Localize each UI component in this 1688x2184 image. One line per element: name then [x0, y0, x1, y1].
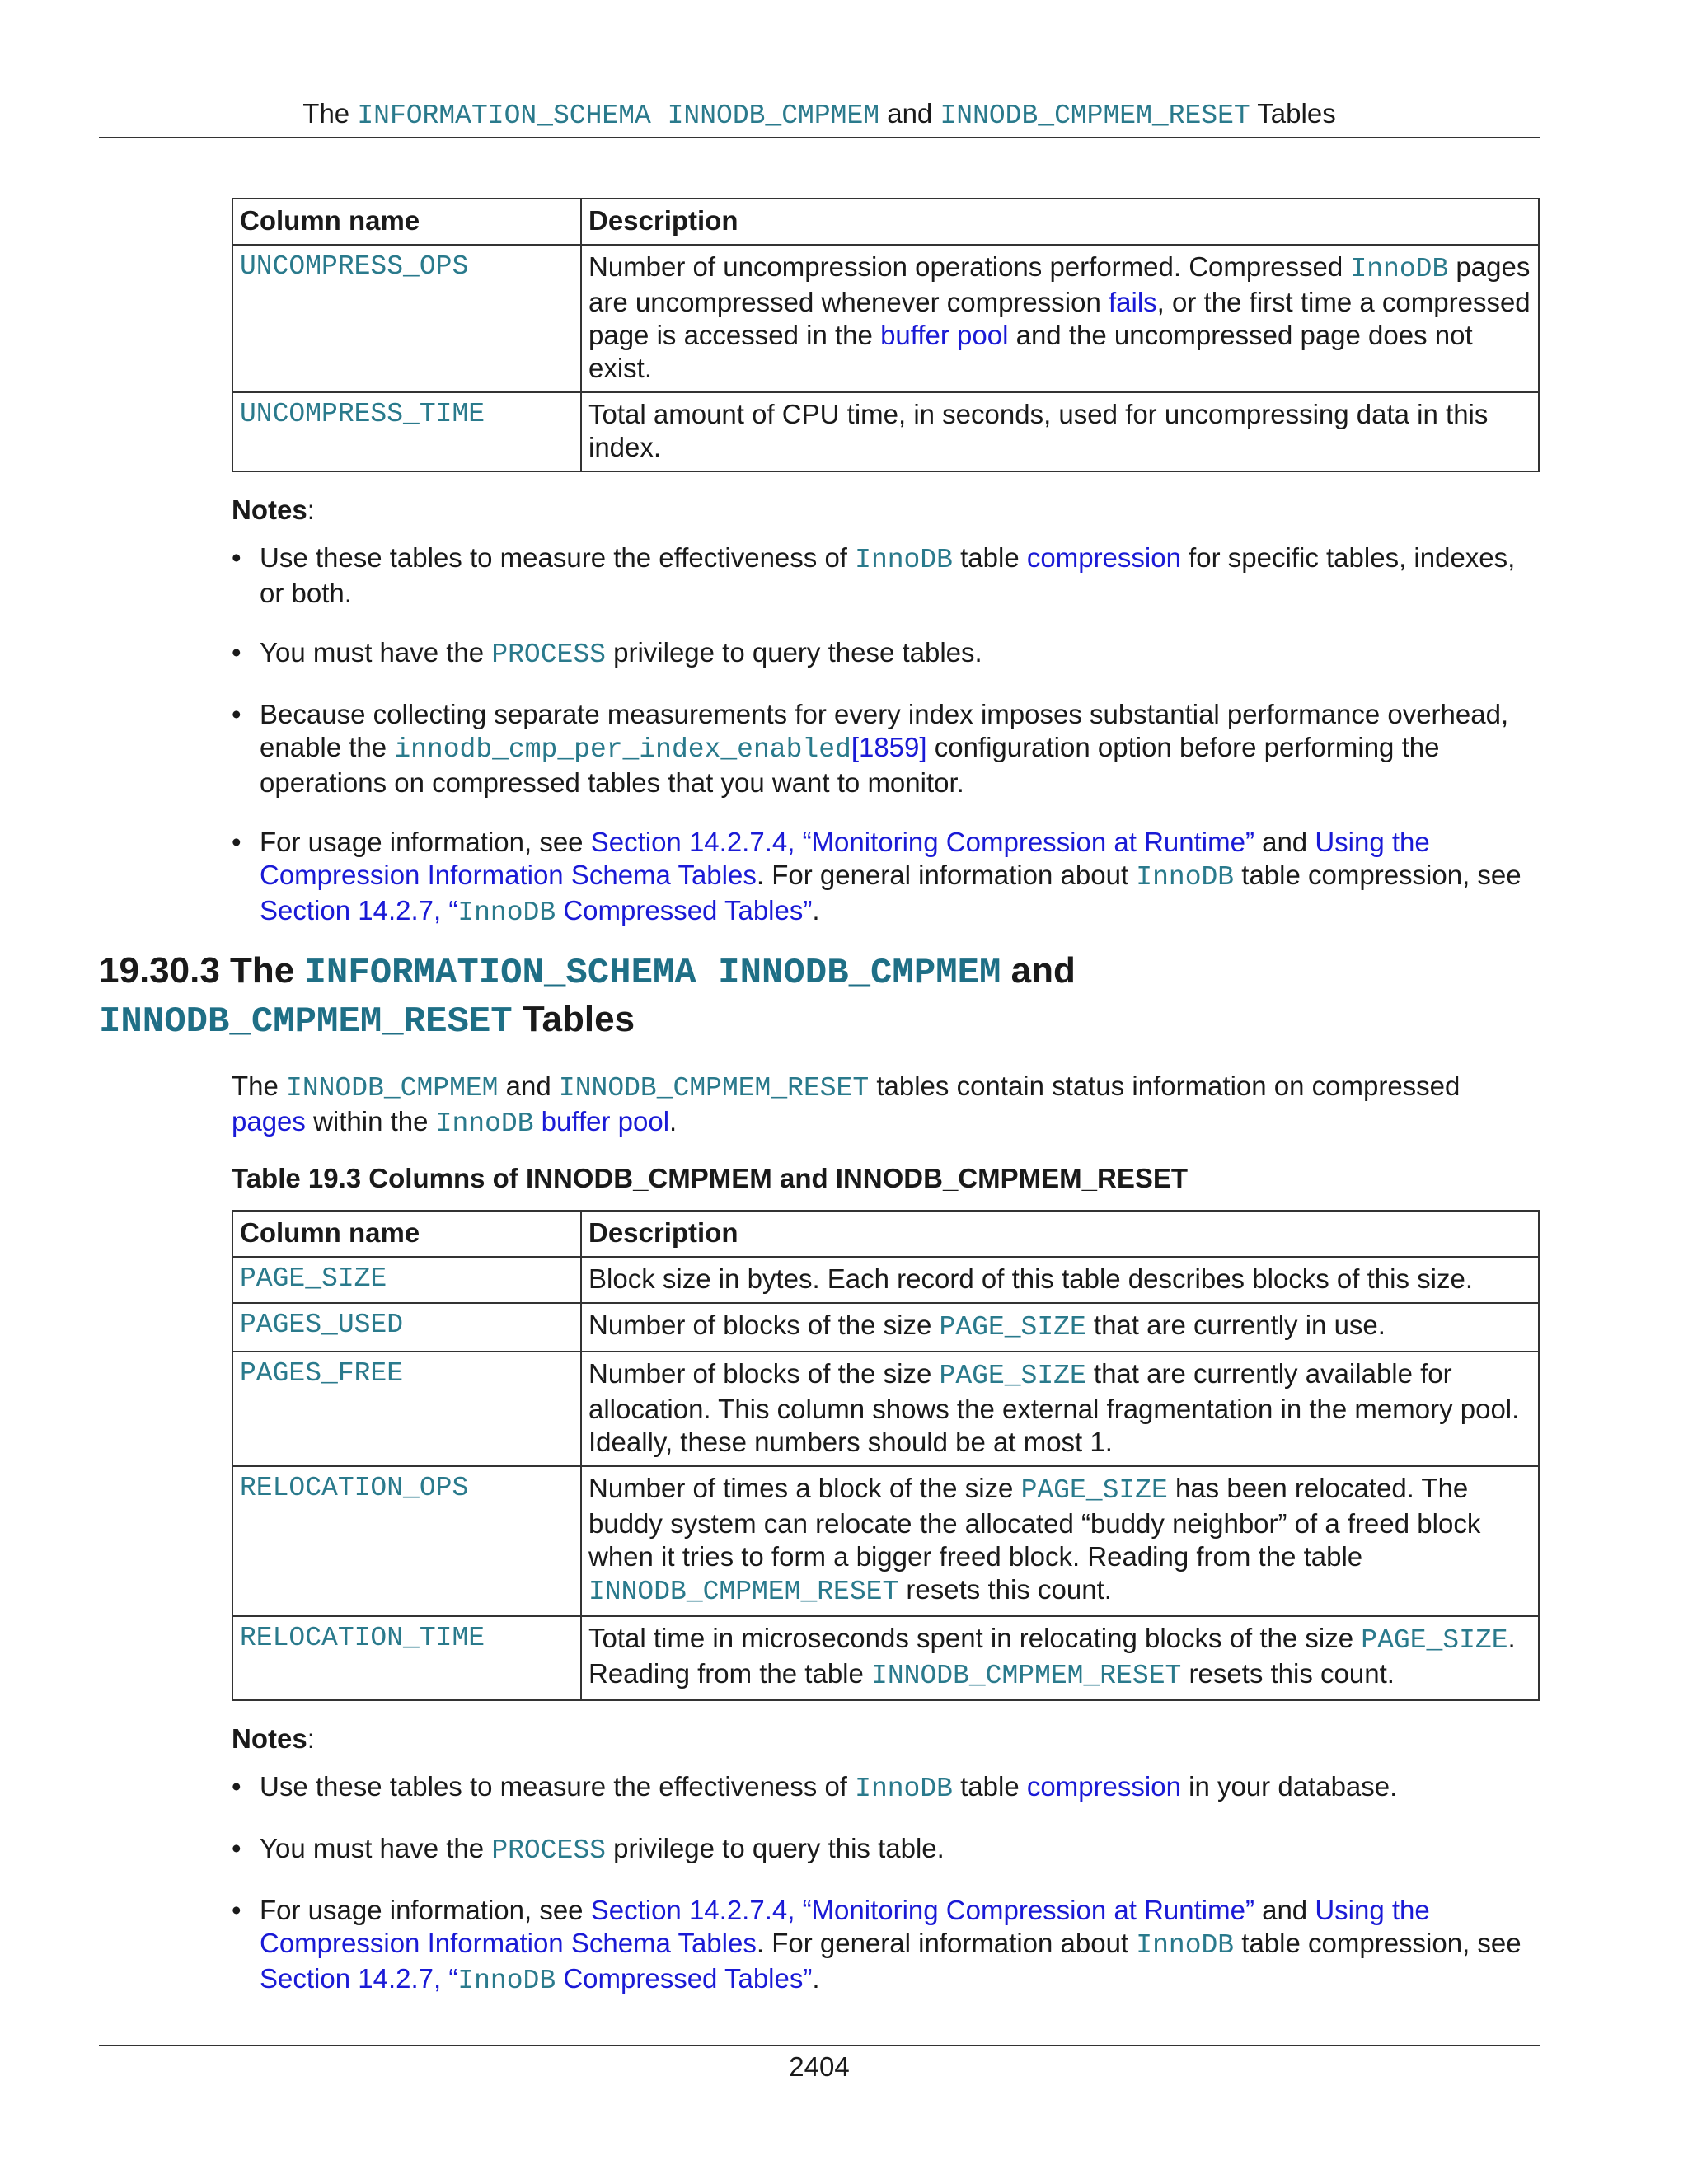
section-number: 19.30.3 The	[99, 950, 295, 991]
inline-code: PROCESS	[491, 1835, 606, 1866]
option-code-link[interactable]: innodb_cmp_per_index_enabled	[394, 734, 851, 765]
table-row	[232, 1616, 1539, 1700]
note-text: . For general information about	[756, 1928, 1137, 1958]
description-text: . Reading from the table	[588, 1623, 1516, 1689]
note-text: table compression, see	[1234, 1928, 1522, 1958]
monitoring-compression-link[interactable]: Section 14.2.7.4, “Monitoring Compression at Runtime”	[590, 827, 1254, 857]
notes-heading	[232, 494, 1540, 527]
description-text: that are currently in use.	[1085, 1310, 1386, 1340]
intro-text	[534, 1106, 542, 1137]
description-text: pages are uncompressed whenever compression	[588, 251, 1531, 317]
compression-schema-tables-link[interactable]: Using the Compression Information Schema Tables	[260, 827, 1430, 890]
running-header-code-2: INNODB_CMPMEM_RESET	[940, 101, 1250, 131]
link-text: Section 14.2.7, “	[260, 895, 458, 926]
column-header-description: Description	[581, 199, 1539, 245]
intro-text: The	[232, 1071, 287, 1101]
buffer-pool-link[interactable]: buffer pool	[880, 320, 1009, 350]
intro-text: .	[669, 1106, 678, 1137]
column-header-name: Column name	[232, 1211, 581, 1257]
page-number: 2404	[789, 2051, 850, 2082]
note-text: .	[812, 1963, 820, 1994]
note-text: privilege to query these tables.	[605, 637, 982, 668]
link-code: InnoDB	[457, 898, 556, 928]
section-suffix: Tables	[522, 999, 635, 1039]
note-text: in your database.	[1180, 1771, 1398, 1802]
inline-code: PAGE_SIZE	[1361, 1625, 1508, 1656]
note-text: table	[952, 542, 1027, 573]
section-mid: and	[1010, 950, 1076, 991]
column-name-cell: RELOCATION_OPS	[232, 1466, 581, 1616]
notes-colon: :	[307, 1723, 315, 1754]
note-text: and	[1254, 1895, 1315, 1925]
compressed-tables-link[interactable]	[260, 1963, 812, 1994]
list-item	[232, 1894, 1540, 1998]
inline-code: INNODB_CMPMEM	[286, 1073, 499, 1104]
table-row	[232, 1466, 1539, 1616]
section-heading	[99, 948, 1540, 1045]
table-row	[232, 1303, 1539, 1352]
description-text: Number of times a block of the size	[588, 1473, 1021, 1503]
note-text: For usage information, see	[260, 1895, 591, 1925]
note-text: You must have the	[260, 1833, 492, 1863]
columns-table	[232, 1210, 1540, 1701]
note-text: Use these tables to measure the effectiveness of	[260, 542, 856, 573]
column-name-cell: UNCOMPRESS_TIME	[232, 392, 581, 471]
running-header-mid: and	[887, 98, 933, 129]
content-top	[232, 198, 1540, 956]
description-text: Total time in microseconds spent in relocating blocks of the size	[588, 1623, 1362, 1653]
list-item	[232, 636, 1540, 672]
description-cell	[581, 392, 1539, 471]
inline-code: InnoDB	[1136, 1930, 1235, 1961]
inline-code: PAGE_SIZE	[939, 1361, 1086, 1391]
description-text: resets this count.	[1181, 1658, 1395, 1689]
intro-text: and	[498, 1071, 559, 1101]
column-name-cell: PAGES_FREE	[232, 1352, 581, 1466]
note-text: .	[812, 895, 820, 926]
inline-code: PROCESS	[491, 640, 606, 670]
inline-code: INNODB_CMPMEM_RESET	[871, 1661, 1182, 1691]
note-text: privilege to query this table.	[605, 1833, 945, 1863]
columns-table-continued	[232, 198, 1540, 472]
inline-code: INNODB_CMPMEM_RESET	[588, 1577, 899, 1607]
compression-link[interactable]: compression	[1026, 542, 1181, 573]
description-cell	[581, 1352, 1539, 1466]
notes-label: Notes	[232, 1723, 307, 1754]
pages-link[interactable]: pages	[232, 1106, 306, 1137]
compression-link[interactable]: compression	[1026, 1771, 1181, 1802]
list-item	[232, 541, 1540, 610]
buffer-pool-link[interactable]: buffer pool	[541, 1106, 670, 1137]
header-rule	[99, 137, 1540, 138]
notes-list	[232, 541, 1540, 930]
list-item	[232, 826, 1540, 930]
description-cell	[581, 1303, 1539, 1352]
column-header-name: Column name	[232, 199, 581, 245]
note-text: For usage information, see	[260, 827, 591, 857]
description-text: Number of blocks of the size	[588, 1358, 940, 1389]
link-code: InnoDB	[457, 1966, 556, 1996]
column-name-cell: RELOCATION_TIME	[232, 1616, 581, 1700]
list-item	[232, 1832, 1540, 1868]
description-text: Number of blocks of the size	[588, 1310, 940, 1340]
note-text: configuration option before performing the operations on compressed tables that you want to monitor.	[260, 732, 1440, 798]
link-text: Compressed Tables”	[556, 895, 813, 926]
inline-code: InnoDB	[1136, 862, 1235, 893]
inline-code: InnoDB	[1350, 254, 1449, 284]
description-text: Block size in bytes. Each record of this table describes blocks of this size.	[588, 1263, 1473, 1294]
inline-code: InnoDB	[855, 545, 953, 575]
note-text: for specific tables, indexes, or both.	[260, 542, 1516, 608]
description-text: Total amount of CPU time, in seconds, used for uncompressing data in this index.	[588, 399, 1489, 462]
column-header-description: Description	[581, 1211, 1539, 1257]
note-text: table compression, see	[1234, 860, 1522, 890]
note-text: You must have the	[260, 637, 492, 668]
column-name-cell: PAGE_SIZE	[232, 1257, 581, 1303]
description-text: , or the first time a compressed page is accessed in the	[588, 287, 1531, 350]
inline-code: InnoDB	[435, 1108, 534, 1139]
running-header-prefix: The	[302, 98, 350, 129]
inline-code: INNODB_CMPMEM_RESET	[558, 1073, 870, 1104]
notes-label: Notes	[232, 494, 307, 525]
content-section	[232, 1070, 1540, 2024]
description-cell	[581, 1257, 1539, 1303]
intro-text: within the	[305, 1106, 436, 1137]
inline-code: InnoDB	[855, 1774, 953, 1804]
fails-link[interactable]: fails	[1108, 287, 1157, 317]
table-row	[232, 245, 1539, 392]
table-header-row	[232, 199, 1539, 245]
description-cell	[581, 1616, 1539, 1700]
table-row	[232, 392, 1539, 471]
notes-heading	[232, 1722, 1540, 1755]
section-code-1: INFORMATION_SCHEMA INNODB_CMPMEM	[304, 953, 1001, 994]
inline-code: PAGE_SIZE	[939, 1312, 1086, 1343]
description-text: that are currently available for allocation. This column shows the external fragmentation in the memory pool. Ideally, these numbers should be at most 1.	[588, 1358, 1520, 1457]
running-header-code-1: INFORMATION_SCHEMA INNODB_CMPMEM	[357, 101, 880, 131]
compressed-tables-link[interactable]	[260, 895, 812, 926]
intro-text: tables contain status information on compressed	[869, 1071, 1461, 1101]
list-item	[232, 1770, 1540, 1806]
compression-schema-tables-link[interactable]: Using the Compression Information Schema Tables	[260, 1895, 1430, 1958]
note-text: table	[952, 1771, 1027, 1802]
note-text: and	[1254, 827, 1315, 857]
table-row	[232, 1352, 1539, 1466]
intro-paragraph	[232, 1070, 1540, 1141]
column-name-cell: UNCOMPRESS_OPS	[232, 245, 581, 392]
column-name-cell: PAGES_USED	[232, 1303, 581, 1352]
description-cell	[581, 1466, 1539, 1616]
notes-list	[232, 1770, 1540, 1998]
note-text: Because collecting separate measurements for every index imposes substantial performance overhead, enable the	[260, 699, 1509, 762]
list-item	[232, 698, 1540, 799]
running-header	[99, 92, 1540, 138]
description-text: Number of uncompression operations performed. Compressed	[588, 251, 1351, 282]
description-cell	[581, 245, 1539, 392]
option-reference-link[interactable]: [1859]	[851, 732, 927, 762]
description-text: resets this count.	[898, 1574, 1112, 1605]
table-header-row	[232, 1211, 1539, 1257]
inline-code: PAGE_SIZE	[1020, 1475, 1168, 1506]
note-text: . For general information about	[756, 860, 1137, 890]
link-text: Compressed Tables”	[556, 1963, 813, 1994]
monitoring-compression-link[interactable]: Section 14.2.7.4, “Monitoring Compression at Runtime”	[590, 1895, 1254, 1925]
description-text: and the uncompressed page does not exist.	[588, 320, 1473, 383]
note-text: Use these tables to measure the effectiveness of	[260, 1771, 856, 1802]
link-text: Section 14.2.7, “	[260, 1963, 458, 1994]
notes-colon: :	[307, 494, 315, 525]
table-caption: Table 19.3 Columns of INNODB_CMPMEM and INNODB_CMPMEM_RESET	[232, 1163, 1189, 1193]
section-code-2: INNODB_CMPMEM_RESET	[99, 1001, 513, 1043]
running-header-suffix: Tables	[1257, 98, 1336, 129]
table-row	[232, 1257, 1539, 1303]
description-text: has been relocated. The buddy system can relocate the allocated “buddy neighbor” of a freed block when it tries to form a bigger freed block. Reading from the table	[588, 1473, 1481, 1572]
